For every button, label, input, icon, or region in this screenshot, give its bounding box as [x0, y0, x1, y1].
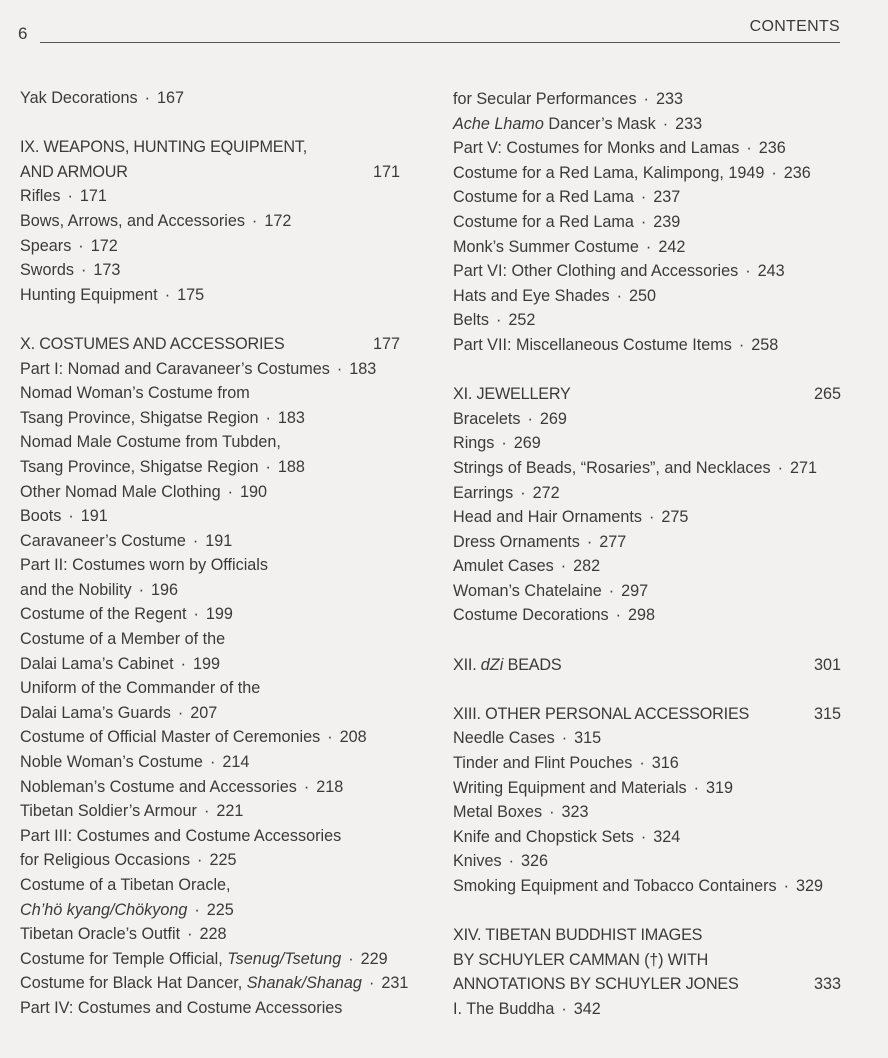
section-heading-text: ANNOTATIONS BY SCHUYLER JONES — [453, 975, 739, 994]
toc-entry-page: 237 — [653, 188, 681, 207]
toc-entry-title: Noble Woman’s Costume — [20, 753, 203, 772]
toc-entry-page: 242 — [658, 237, 686, 256]
dot-separator: · — [227, 482, 234, 501]
toc-entry — [20, 504, 400, 529]
toc-entry-title: Costume Decorations — [453, 606, 609, 625]
dot-separator: · — [549, 803, 555, 822]
dot-separator: · — [192, 531, 199, 550]
toc-entry-title: Smoking Equipment and Tobacco Containers — [453, 877, 777, 895]
toc-entry-title: Hunting Equipment — [20, 285, 158, 304]
section-page-number: 301 — [813, 655, 841, 674]
section-page-number: 177 — [372, 334, 400, 353]
dot-separator: · — [177, 703, 184, 722]
dot-separator: · — [187, 925, 193, 944]
section-page-number: 315 — [813, 704, 841, 723]
toc-entry — [20, 234, 400, 259]
dot-separator: · — [265, 408, 271, 427]
toc-entry-page: 167 — [156, 89, 184, 107]
section-gap — [20, 307, 400, 332]
toc-entry-title: Costume for Black Hat Dancer, — [20, 974, 247, 993]
dot-separator: · — [144, 89, 150, 107]
toc-entry — [20, 898, 400, 923]
toc-entry-title: Bows, Arrows, and Accessories — [20, 211, 245, 230]
toc-entry-page: 199 — [205, 605, 233, 624]
toc-entry-title-italic: Shanak/Shanag — [246, 974, 362, 993]
toc-entry — [453, 554, 841, 579]
toc-entry — [20, 553, 400, 578]
toc-entry — [453, 726, 841, 751]
page-number: 6 — [18, 24, 28, 43]
toc-entry-page: 191 — [80, 507, 108, 526]
toc-entry — [453, 800, 841, 825]
toc-entry — [453, 210, 841, 235]
toc-entry-page: 190 — [240, 482, 268, 501]
toc-entry-title: for Secular Performances — [453, 90, 637, 108]
toc-entry-title: Tinder and Flint Pouches — [453, 754, 633, 773]
toc-entry-page: 252 — [508, 311, 536, 330]
toc-entry-title: Costume of the Regent — [20, 605, 187, 624]
toc-entry — [20, 529, 400, 554]
toc-entry — [20, 430, 400, 455]
toc-entry-page: 171 — [79, 187, 107, 206]
dot-separator: · — [693, 778, 700, 797]
toc-entry-page: 297 — [621, 581, 649, 600]
dot-separator: · — [180, 654, 186, 673]
toc-entry-title: Uniform of the Commander of the — [20, 679, 261, 698]
dot-separator: · — [616, 286, 622, 305]
toc-entry-title: Costume for a Red Lama — [453, 188, 634, 207]
section-page-number: 333 — [813, 975, 841, 994]
toc-entry-title: Nomad Woman’s Costume from — [20, 384, 250, 403]
toc-entry-page: 228 — [199, 925, 227, 944]
dot-separator: · — [197, 851, 203, 870]
toc-entry-page: 277 — [599, 532, 627, 551]
dot-separator: · — [348, 949, 354, 968]
dot-separator: · — [738, 335, 745, 354]
dot-separator: · — [80, 261, 87, 280]
toc-entry — [20, 381, 400, 406]
toc-entry — [20, 357, 400, 382]
toc-entry-page: 269 — [539, 409, 567, 428]
toc-entry — [453, 874, 841, 899]
toc-entry-title: Costume for a Red Lama — [453, 212, 634, 231]
dot-separator: · — [327, 728, 333, 747]
dot-separator: · — [138, 580, 144, 599]
section-heading-text: AND ARMOUR — [20, 162, 128, 181]
toc-entry — [453, 284, 841, 309]
toc-entry-title: Part IV: Costumes and Costume Accessories — [20, 998, 343, 1017]
section-heading — [453, 948, 841, 973]
section-heading-text: XI. JEWELLERY — [453, 385, 571, 404]
toc-entry — [20, 750, 400, 775]
toc-entry-page: 258 — [751, 335, 779, 354]
toc-entry-title-end: Dancer’s Mask — [543, 114, 656, 133]
toc-entry-page: 229 — [360, 949, 388, 968]
toc-entry-page: 173 — [93, 261, 121, 280]
dot-separator: · — [771, 163, 777, 182]
toc-entry-page: 326 — [520, 852, 548, 871]
toc-entry — [453, 849, 841, 874]
toc-entry-page: 323 — [561, 803, 589, 822]
toc-entry — [20, 184, 400, 209]
section-heading-text: IX. WEAPONS, HUNTING EQUIPMENT, — [20, 138, 307, 157]
toc-entry-page: 236 — [783, 163, 811, 182]
toc-entry-page: 275 — [661, 508, 689, 527]
toc-entry — [20, 602, 400, 627]
toc-entry-page: 316 — [651, 754, 679, 773]
dot-separator: · — [560, 557, 567, 576]
toc-entry-page: 207 — [190, 703, 218, 722]
toc-entry — [20, 922, 400, 947]
toc-entry — [453, 87, 841, 112]
toc-entry-page: 199 — [192, 654, 220, 673]
dot-separator: · — [496, 311, 502, 330]
toc-entry-title: Costume of a Tibetan Oracle, — [20, 876, 231, 894]
toc-entry-title: Tsang Province, Shigatse Region — [20, 457, 259, 476]
toc-entry-page: 233 — [675, 114, 703, 133]
dot-separator: · — [68, 507, 74, 526]
toc-entry-title: and the Nobility — [20, 580, 132, 599]
dot-separator: · — [527, 409, 533, 428]
toc-entry-title: Dalai Lama’s Cabinet — [20, 654, 174, 673]
toc-entry — [20, 824, 400, 849]
toc-entry — [20, 480, 400, 505]
toc-entry-title: Head and Hair Ornaments — [453, 508, 642, 527]
toc-entry-title-italic: Tsenug/Tsetung — [227, 949, 342, 968]
contents-column-left — [20, 86, 409, 1021]
toc-entry-title: Monk’s Summer Costume — [453, 237, 639, 256]
section-heading — [453, 972, 841, 997]
dot-separator: · — [608, 581, 615, 600]
toc-entry-title: Part II: Costumes worn by Officials — [20, 556, 268, 575]
toc-entry — [20, 799, 400, 824]
toc-entry-page: 243 — [757, 262, 785, 281]
toc-entry — [20, 971, 409, 996]
section-gap — [20, 111, 400, 136]
toc-entry — [453, 161, 841, 186]
dot-separator: · — [209, 753, 216, 772]
section-heading — [453, 702, 841, 727]
toc-entry — [20, 406, 400, 431]
toc-entry-page: 342 — [573, 999, 601, 1018]
toc-entry-page: 269 — [513, 434, 541, 453]
toc-entry-title: Costume for a Red Lama, Kalimpong, 1949 — [453, 163, 765, 182]
toc-entry — [20, 996, 400, 1021]
toc-entry-title: Part VII: Miscellaneous Costume Items — [453, 335, 732, 354]
toc-entry-title: I. The Buddha — [453, 999, 555, 1018]
section-page-number: 265 — [813, 385, 841, 404]
dot-separator: · — [586, 532, 593, 551]
toc-entry-title: Costume of a Member of the — [20, 630, 226, 649]
toc-entry-page: 175 — [177, 285, 205, 304]
toc-entry-page: 183 — [277, 408, 305, 427]
toc-entry-title: Costume for Temple Official, — [20, 949, 228, 968]
dot-separator: · — [501, 434, 507, 453]
toc-entry — [20, 627, 400, 652]
toc-entry — [20, 676, 400, 701]
toc-entry-page: 282 — [573, 557, 601, 576]
dot-separator: · — [645, 237, 652, 256]
toc-entry — [20, 455, 400, 480]
dot-separator: · — [265, 457, 271, 476]
toc-entry — [20, 209, 400, 234]
toc-entry-title: Nobleman’s Costume and Accessories — [20, 777, 297, 796]
toc-entry-page: 298 — [628, 606, 656, 625]
dot-separator: · — [303, 777, 310, 796]
toc-entry — [453, 603, 841, 628]
section-heading-text: XII. — [453, 655, 481, 674]
toc-entry-title: Yak Decorations — [20, 89, 138, 107]
dot-separator: · — [164, 285, 171, 304]
toc-entry-page: 172 — [90, 236, 118, 255]
toc-entry-page: 188 — [277, 457, 305, 476]
toc-entry-page: 324 — [653, 827, 681, 846]
section-heading — [453, 653, 841, 678]
toc-entry — [453, 112, 841, 137]
toc-entry-page: 271 — [789, 458, 817, 477]
toc-entry — [20, 775, 400, 800]
toc-entry — [20, 848, 400, 873]
toc-entry — [453, 505, 841, 530]
toc-entry-page: 196 — [150, 580, 178, 599]
section-heading-text: X. COSTUMES AND ACCESSORIES — [20, 334, 285, 353]
dot-separator: · — [251, 211, 258, 230]
toc-entry-page: 233 — [655, 90, 683, 108]
toc-entry-page: 225 — [206, 900, 234, 919]
dot-separator: · — [194, 900, 200, 919]
toc-entry-title: Belts — [453, 311, 489, 330]
toc-entry-title: Part VI: Other Clothing and Accessories — [453, 262, 739, 281]
toc-entry-page: 319 — [706, 778, 734, 797]
toc-entry — [453, 185, 841, 210]
toc-entry — [453, 136, 841, 161]
dot-separator: · — [639, 754, 645, 773]
toc-entry-title: Boots — [20, 507, 62, 526]
section-heading-text: XIV. TIBETAN BUDDHIST IMAGES — [453, 926, 703, 945]
dot-separator: · — [561, 999, 567, 1018]
toc-entry-title: Swords — [20, 261, 74, 280]
toc-entry-title: Metal Boxes — [453, 803, 543, 822]
contents-column-right — [453, 87, 841, 1022]
toc-entry — [453, 481, 841, 506]
toc-entry-page: 225 — [209, 851, 237, 870]
section-heading — [20, 160, 400, 185]
toc-entry-page: 172 — [264, 211, 292, 230]
toc-entry-page: 231 — [381, 974, 409, 993]
toc-entry-title: Caravaneer’s Costume — [20, 531, 186, 550]
toc-entry — [20, 947, 400, 972]
toc-entry — [453, 308, 841, 333]
dot-separator: · — [193, 605, 199, 624]
dot-separator: · — [783, 877, 790, 895]
toc-entry-title-italic: Ch’hö kyang/Chökyong — [20, 900, 188, 919]
header-rule — [40, 42, 840, 43]
toc-entry-title: Hats and Eye Shades — [453, 286, 610, 305]
section-heading — [20, 135, 400, 160]
toc-entry-page: 221 — [216, 802, 244, 821]
toc-entry — [20, 258, 400, 283]
toc-entry-title: Rifles — [20, 187, 61, 206]
toc-entry-title: Amulet Cases — [453, 557, 554, 576]
toc-entry — [20, 578, 400, 603]
section-heading — [453, 382, 841, 407]
dot-separator: · — [508, 852, 514, 871]
dot-separator: · — [745, 262, 751, 281]
section-heading-text: XIII. OTHER PERSONAL ACCESSORIES — [453, 704, 750, 723]
toc-entry-page: 191 — [205, 531, 233, 550]
toc-entry-title: Costume of Official Master of Ceremonies — [20, 728, 321, 747]
section-page-number: 171 — [372, 162, 400, 181]
section-heading-text-end: BEADS — [503, 655, 562, 674]
toc-entry-page: 236 — [758, 139, 786, 158]
toc-entry-title: Nomad Male Costume from Tubden, — [20, 433, 281, 452]
dot-separator: · — [615, 606, 622, 625]
toc-entry-title: Needle Cases — [453, 729, 555, 748]
toc-entry-title: Tibetan Oracle’s Outfit — [20, 925, 181, 944]
toc-entry-page: 272 — [532, 483, 560, 502]
toc-entry — [20, 701, 400, 726]
dot-separator: · — [67, 187, 73, 206]
toc-entry-title: Writing Equipment and Materials — [453, 778, 687, 797]
toc-entry — [453, 407, 841, 432]
toc-entry-title: Spears — [20, 236, 72, 255]
toc-entry — [453, 333, 841, 358]
dot-separator: · — [368, 974, 375, 993]
toc-entry-title: Woman’s Chatelaine — [453, 581, 602, 600]
toc-entry-title: Dalai Lama’s Guards — [20, 703, 171, 722]
running-head: CONTENTS — [749, 18, 840, 35]
toc-entry-title: Knife and Chopstick Sets — [453, 827, 634, 846]
toc-entry-page: 315 — [574, 729, 602, 748]
toc-entry — [20, 873, 400, 898]
toc-entry-page: 183 — [349, 359, 377, 378]
toc-entry-page: 208 — [339, 728, 367, 747]
dot-separator: · — [336, 359, 343, 378]
dot-separator: · — [640, 188, 647, 207]
dot-separator: · — [643, 90, 649, 108]
toc-entry — [453, 235, 841, 260]
toc-entry-title: Tsang Province, Shigatse Region — [20, 408, 259, 427]
toc-entry-title: Dress Ornaments — [453, 532, 580, 551]
section-gap — [453, 899, 841, 924]
toc-entry-page: 250 — [628, 286, 656, 305]
dot-separator: · — [640, 827, 647, 846]
section-heading-text: BY SCHUYLER CAMMAN (†) WITH — [453, 950, 709, 969]
dot-separator: · — [648, 508, 655, 527]
dot-separator: · — [561, 729, 568, 748]
toc-entry-title: Tibetan Soldier’s Armour — [20, 802, 197, 821]
toc-entry — [453, 751, 841, 776]
toc-entry — [453, 456, 841, 481]
toc-entry — [453, 259, 841, 284]
toc-entry-title: Bracelets — [453, 409, 521, 428]
toc-entry-page: 329 — [796, 877, 824, 895]
section-heading-italic: dZi — [480, 655, 504, 674]
dot-separator: · — [203, 802, 210, 821]
dot-separator: · — [777, 458, 783, 477]
toc-entry — [453, 530, 841, 555]
toc-entry — [453, 825, 841, 850]
toc-entry-title: for Religious Occasions — [20, 851, 191, 870]
toc-entry-title: Part V: Costumes for Monks and Lamas — [453, 139, 740, 158]
section-gap — [453, 677, 841, 702]
toc-entry — [453, 431, 841, 456]
toc-entry-page: 239 — [653, 212, 681, 231]
toc-entry-title: Part III: Costumes and Costume Accessories — [20, 826, 342, 845]
toc-entry-page: 214 — [222, 753, 250, 772]
dot-separator: · — [640, 212, 647, 231]
dot-separator: · — [78, 236, 84, 255]
toc-entry-title: Other Nomad Male Clothing — [20, 482, 221, 501]
toc-entry — [453, 776, 841, 801]
dot-separator: · — [520, 483, 526, 502]
toc-entry — [20, 283, 400, 308]
section-gap — [453, 358, 841, 383]
toc-entry — [453, 579, 841, 604]
section-heading — [20, 332, 400, 357]
dot-separator: · — [662, 114, 669, 133]
toc-entry-title-italic: Ache Lhamo — [453, 114, 544, 133]
toc-entry — [20, 86, 400, 111]
dot-separator: · — [746, 139, 752, 158]
toc-entry — [20, 725, 400, 750]
toc-entry — [453, 997, 841, 1022]
toc-entry-title: Rings — [453, 434, 495, 453]
toc-entry-title: Knives — [453, 852, 502, 871]
toc-entry-page: 218 — [316, 777, 344, 796]
toc-entry-title: Part I: Nomad and Caravaneer’s Costumes — [20, 359, 330, 378]
section-heading — [453, 923, 841, 948]
toc-entry — [20, 652, 400, 677]
toc-entry-title: Earrings — [453, 483, 514, 502]
toc-entry-title: Strings of Beads, “Rosaries”, and Necklaces — [453, 458, 771, 477]
section-gap — [453, 628, 841, 653]
